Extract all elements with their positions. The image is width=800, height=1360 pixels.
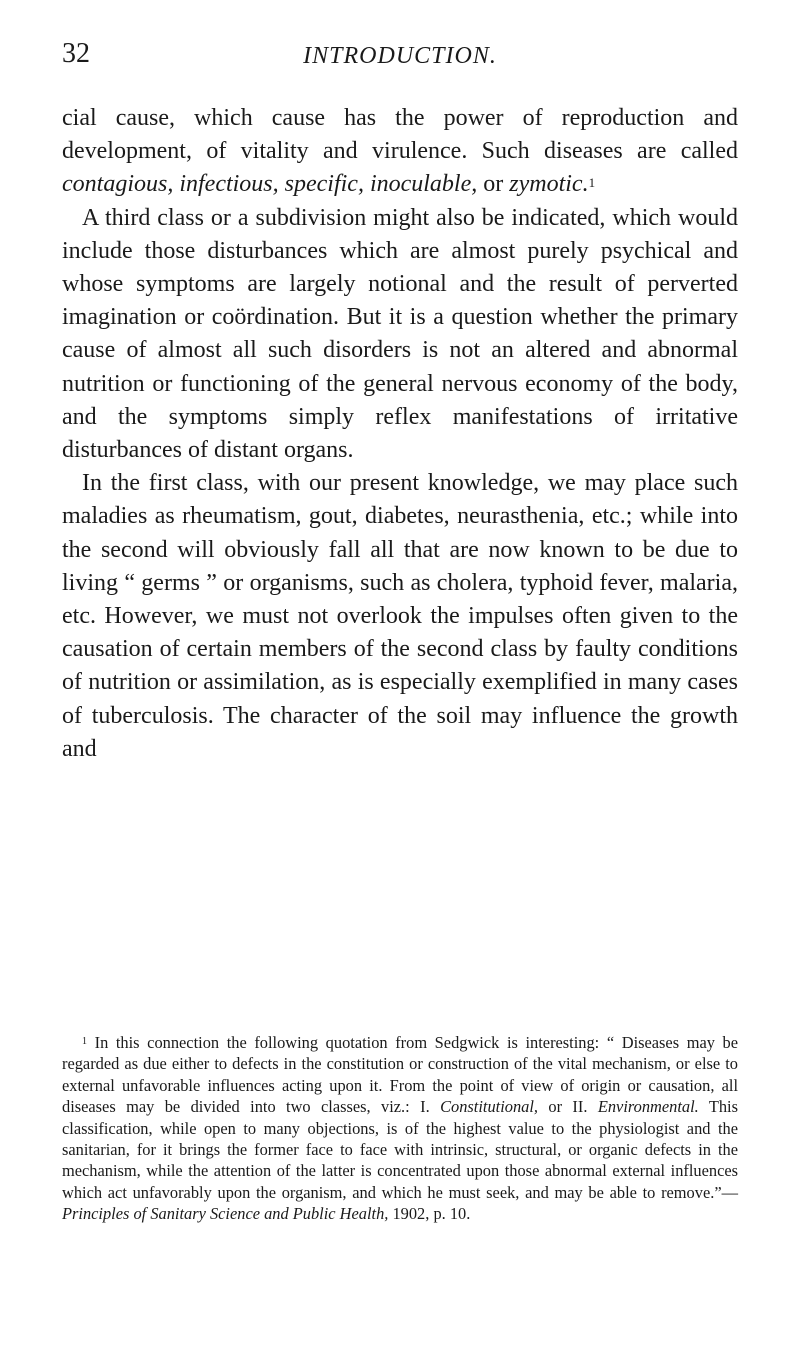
paragraph-1-italic-zymotic: zymotic. — [509, 171, 589, 198]
paragraph-3: In the first class, with our present knowledge, we may place such maladies as rheumatism, gout, diabetes, neurasthenia, etc.; while into the second will obviously fall all that are now known to be due to living “ germs ” or organisms, such as cholera, typhoid fever, malaria, etc. However, we must not overlook the impulses often given to the causation of certain members of the second class by faulty conditions of nutrition or assimilation, as is especially exemplified in many cases of tuberculosis. The character of the soil may influence the growth and — [62, 470, 738, 762]
running-head: INTRODUCTION. — [303, 43, 497, 69]
body-text — [62, 102, 738, 766]
page-number: 32 — [62, 38, 90, 69]
footnote-italic-constitutional: Constitutional, — [440, 1097, 538, 1117]
footnote-text-1: In this connection the following quotation from Sedgwick is interesting: “ Diseases may be regarded as due either to defects in the constitution or construction of the vital mechanism, or else to external unfavorable influences acting upon it. From the point of view of origin or causation, all diseases may be divided into two classes, viz.: I. — [62, 1033, 738, 1117]
footnote-reference[interactable]: 1 — [588, 175, 596, 191]
paragraph-1 — [62, 102, 738, 202]
footnote-marker: 1 — [82, 1036, 87, 1047]
footnote-text-3: This classification, while open to many objections, is of the highest value to the physiologist and the sanitarian, for it brings the former face to face with intrinsic, structural, or organic defects in the mechanism, while the attention of the latter is concentrated upon those abnormal external influences which act unfavorably upon the organism, and which he must seek, and may be able to remove.”— — [62, 1097, 738, 1202]
paragraph-1-italic-terms: contagious, infectious, specific, inoculable, — [62, 171, 478, 198]
footnote-source-title: Principles of Sanitary Science and Public Health, — [62, 1204, 389, 1224]
footnote-italic-environmental: Environmental. — [597, 1097, 699, 1117]
footnote — [62, 1032, 738, 1225]
paragraph-2: A third class or a subdivision might also be indicated, which would include those disturbances which are almost purely psychical and whose symptoms are largely notional and the result of perverted imagination or coördination. But it is a question whether the primary cause of almost all such disorders is not an altered and abnormal nutrition or functioning of the general nervous economy of the body, and the symptoms simply reflex manifestations of irritative disturbances of distant organs. — [62, 204, 738, 464]
paragraph-1-text: cial cause, which cause has the power of reproduction and development, of vitality and virulence. Such diseases are called — [62, 105, 738, 165]
paragraph-1-connector: or — [477, 171, 510, 198]
footnote-text-2: or II. — [537, 1097, 598, 1117]
footnote-text-4: 1902, p. 10. — [388, 1204, 471, 1224]
